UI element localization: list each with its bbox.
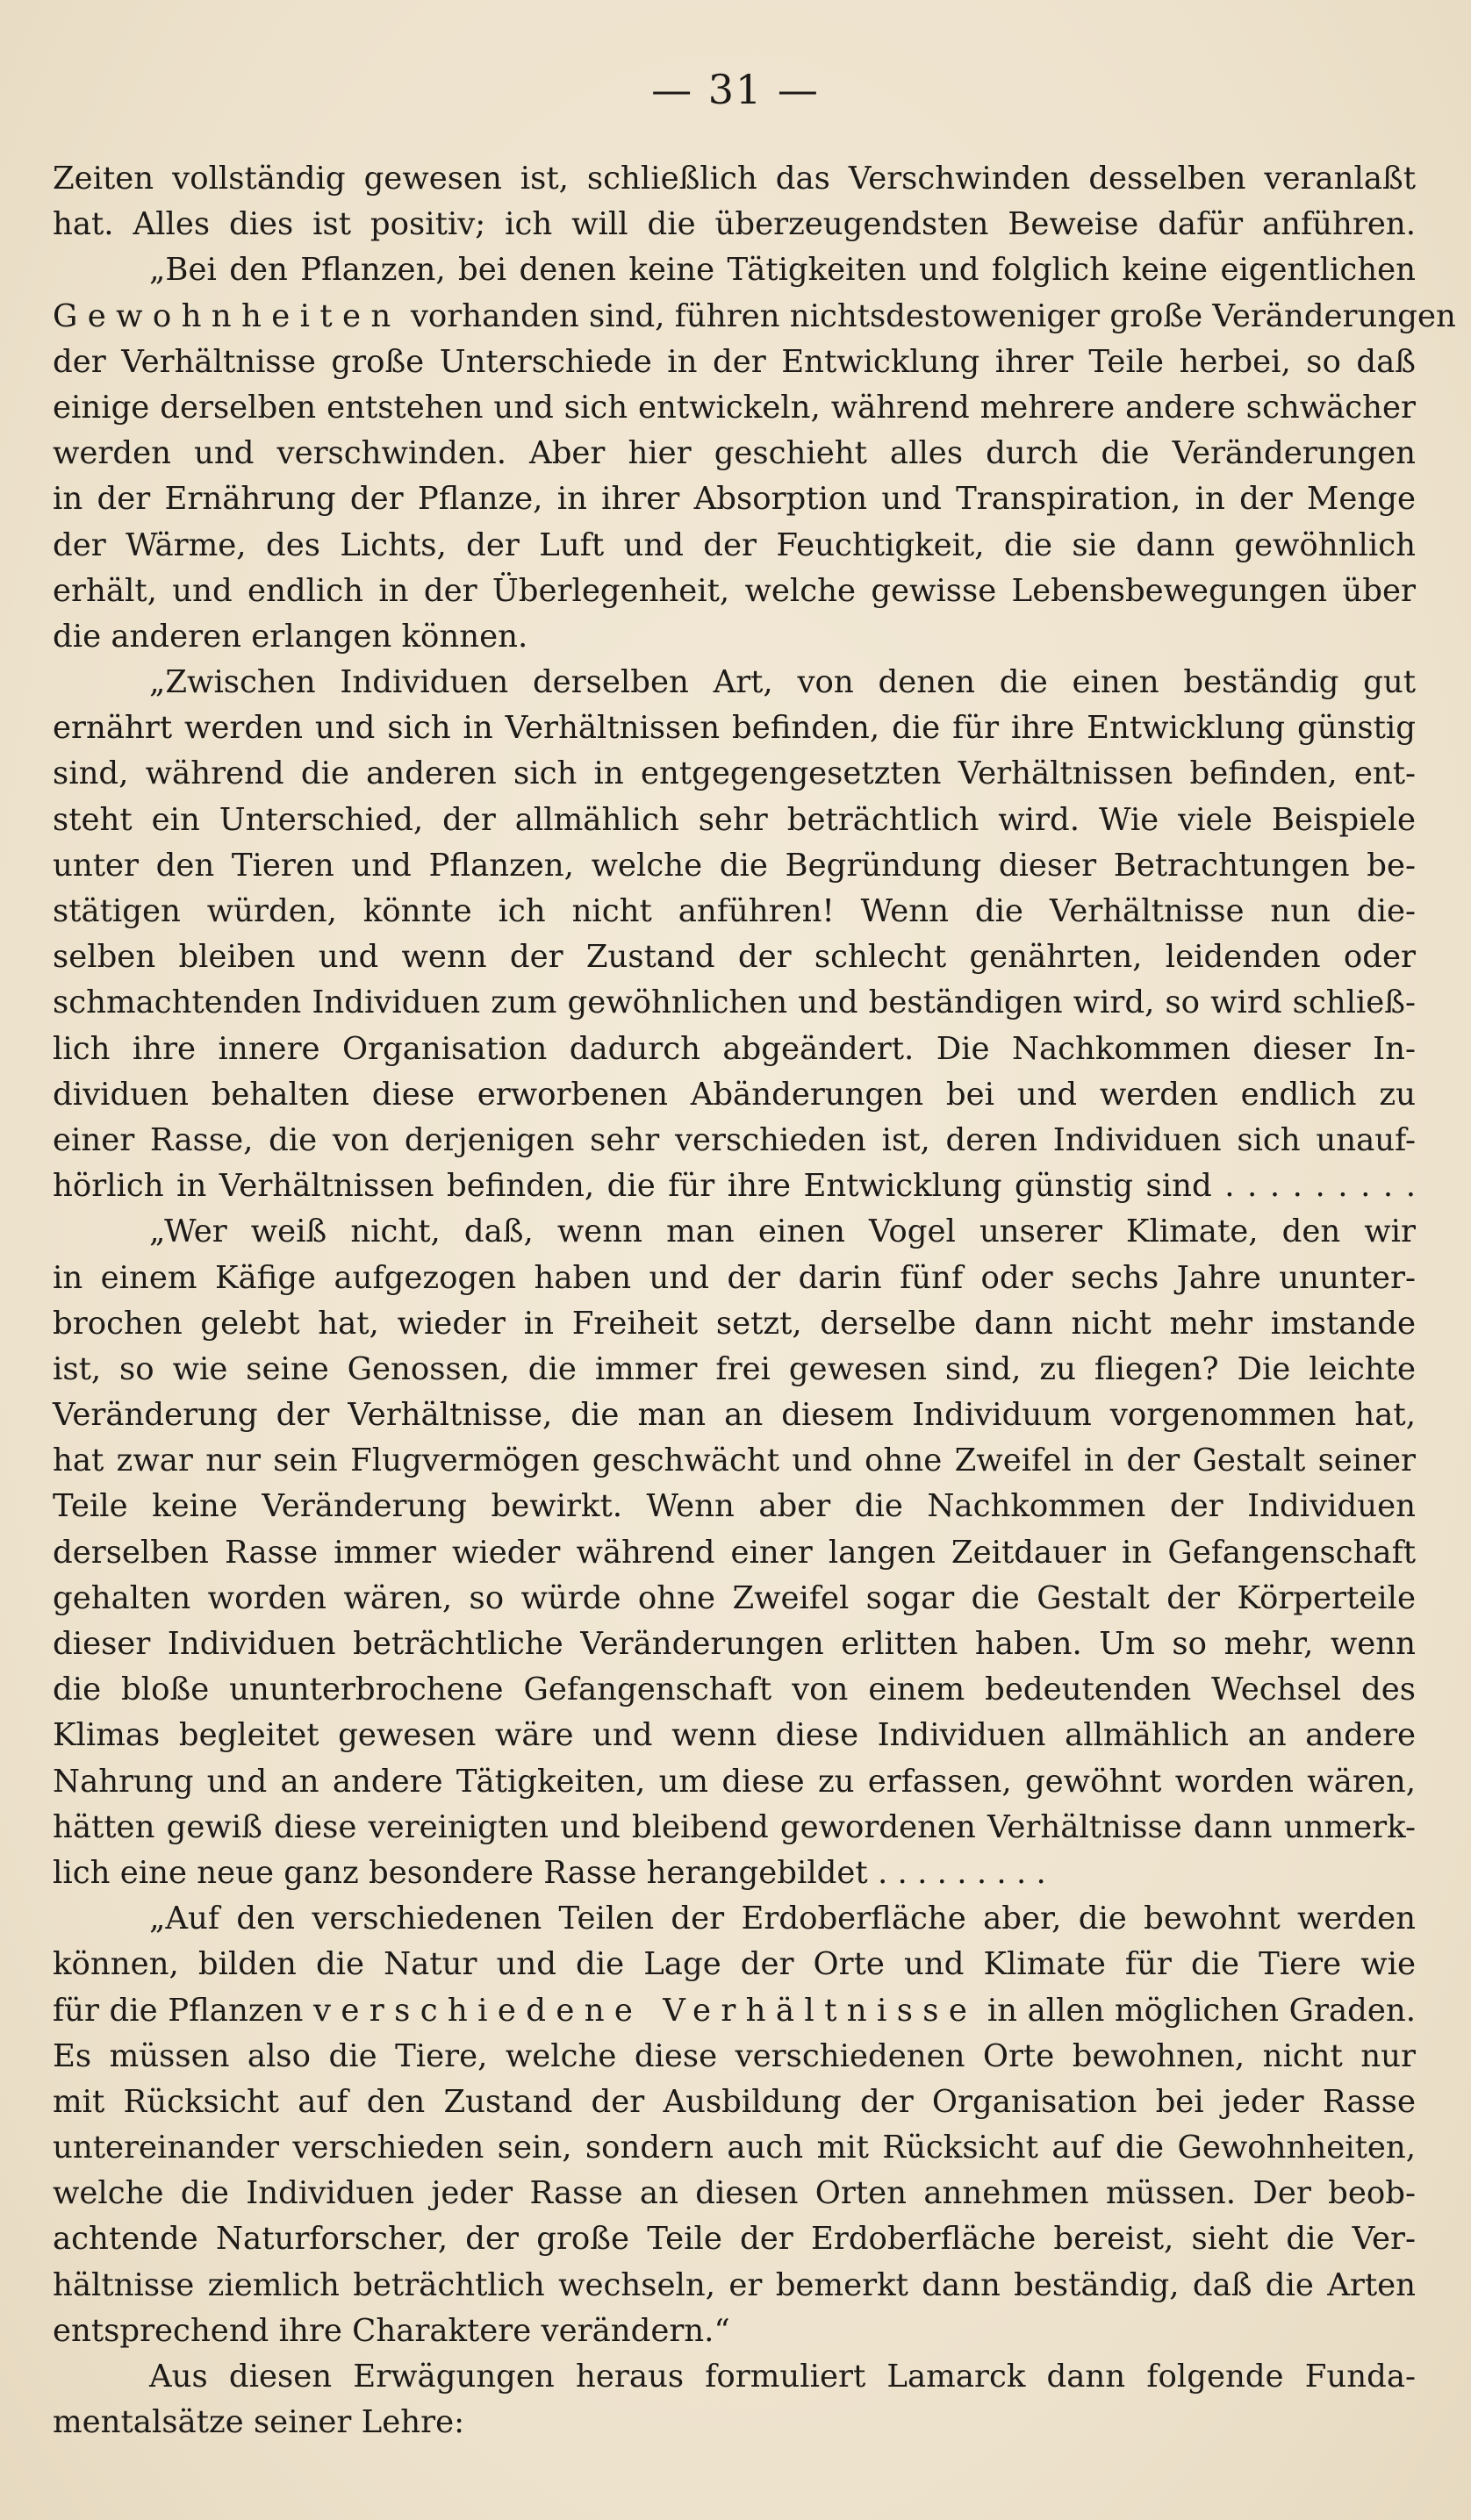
body-text [53,156,1456,2445]
text-line: achtende Naturforscher, der große Teile der Erdoberfläche bereist, sieht die Ver- [53,2221,1416,2258]
text-line: lich ihre innere Organisation dadurch abgeändert. Die Nachkommen dieser In- [53,1030,1416,1067]
text-line: hätten gewiß diese vereinigten und bleibend gewordenen Verhältnisse dann unmerk- [53,1808,1416,1845]
text-line: mit Rücksicht auf den Zustand der Ausbildung der Organisation bei jeder Rasse [53,2083,1416,2120]
text-line: können, bilden die Natur und die Lage der Orte und Klimate für die Tiere wie [53,1946,1416,1983]
text-line: gehalten worden wären, so würde ohne Zweifel sogar die Gestalt der Körperteile [53,1579,1416,1616]
paragraph-start-line: „Auf den verschiedenen Teilen der Erdoberfläche aber, die bewohnt werden [149,1901,1416,1937]
text-line: Zeiten vollständig gewesen ist, schließlich das Verschwinden desselben veranlaßt [53,161,1416,197]
text-line: Teile keine Veränderung bewirkt. Wenn aber die Nachkommen der Individuen [53,1488,1416,1525]
text-line: sind, während die anderen sich in entgegengesetzten Verhältnissen befinden, ent- [53,755,1416,792]
spaced-emphasis: Gewohnheiten [53,297,401,334]
text-line: Klimas begleitet gewesen wäre und wenn diese Individuen allmählich an andere [53,1717,1416,1754]
paragraph-start-line: Aus diesen Erwägungen heraus formuliert Lamarck dann folgende Funda- [149,2359,1416,2395]
paragraph-end-line: mentalsätze seiner Lehre: [53,2404,465,2441]
text-line: in der Ernährung der Pflanze, in ihrer Absorption und Transpiration, in der Menge [53,481,1416,518]
text-line: dieser Individuen beträchtliche Veränderungen erlitten haben. Um so mehr, wenn [53,1626,1416,1662]
paragraph-end-line: die anderen erlangen können. [53,618,528,655]
text-line: einige derselben entstehen und sich entwickeln, während mehrere andere schwächer [53,389,1416,426]
text-line: für die Pflanzen verschiedene Verhältnisse in allen möglichen Graden. [53,1992,1417,2029]
text-line: hältnisse ziemlich beträchtlich wechseln, er bemerkt dann beständig, daß die Arten [53,2266,1416,2303]
text-line: ernährt werden und sich in Verhältnissen befinden, die für ihre Entwicklung günstig [53,710,1416,747]
paragraph-start-line: „Bei den Pflanzen, bei denen keine Tätigkeiten und folglich keine eigentlichen [149,252,1416,289]
paragraph-end-line: lich eine neue ganz besondere Rasse herangebildet . . . . . . . . . [53,1854,1046,1891]
text-line: stätigen würden, könnte ich nicht anführen! Wenn die Verhältnisse nun die- [53,893,1416,929]
text-line: hat. Alles dies ist positiv; ich will die überzeugendsten Beweise dafür anführen. [53,206,1416,243]
spaced-emphasis: verschiedene Verhältnisse [313,1992,978,2029]
paragraph-end-line: entsprechend ihre Charaktere verändern.“ [53,2312,730,2349]
text-line: der Wärme, des Lichts, der Luft und der Feuchtigkeit, die sie dann gewöhnlich [53,526,1416,563]
text-line: Es müssen also die Tiere, welche diese verschiedenen Orte bewohnen, nicht nur [53,2037,1416,2074]
text-line: unter den Tieren und Pflanzen, welche die Begründung dieser Betrachtungen be- [53,847,1416,884]
paragraph-start-line: „Wer weiß nicht, daß, wenn man einen Vogel unserer Klimate, den wir [149,1213,1416,1250]
paragraph-start-line: „Zwischen Individuen derselben Art, von denen die einen beständig gut [149,664,1416,701]
text-line: selben bleiben und wenn der Zustand der schlecht genährten, leidenden oder [53,939,1416,976]
text-line: einer Rasse, die von derjenigen sehr verschieden ist, deren Individuen sich unauf- [53,1121,1416,1158]
text-line: die bloße ununterbrochene Gefangenschaft von einem bedeutenden Wechsel des [53,1672,1416,1708]
text-line: untereinander verschieden sein, sondern auch mit Rücksicht auf die Gewohnheiten, [53,2130,1416,2166]
text-line: welche die Individuen jeder Rasse an diesen Orten annehmen müssen. Der beob- [53,2175,1416,2212]
text-line: derselben Rasse immer wieder während einer langen Zeitdauer in Gefangenschaft [53,1534,1416,1571]
text-line: schmachtenden Individuen zum gewöhnlichen und beständigen wird, so wird schließ- [53,984,1416,1021]
text-line: Gewohnheiten vorhanden sind, führen nichtsdestoweniger große Veränderungen [53,297,1456,334]
text-line: der Verhältnisse große Unterschiede in der Entwicklung ihrer Teile herbei, so daß [53,343,1416,380]
page-number: — 31 — [651,66,820,113]
text-line: Veränderung der Verhältnisse, die man an diesem Individuum vorgenommen hat, [53,1397,1416,1434]
text-line: brochen gelebt hat, wieder in Freiheit setzt, derselbe dann nicht mehr imstande [53,1305,1416,1342]
text-line: hat zwar nur sein Flugvermögen geschwächt und ohne Zweifel in der Gestalt seiner [53,1443,1416,1479]
text-line: Nahrung und an andere Tätigkeiten, um diese zu erfassen, gewöhnt worden wären, [53,1763,1416,1800]
text-line: steht ein Unterschied, der allmählich sehr beträchtlich wird. Wie viele Beispiele [53,801,1416,838]
text-line: erhält, und endlich in der Überlegenheit, welche gewisse Lebensbewegungen über [53,572,1416,609]
text-line: ist, so wie seine Genossen, die immer frei gewesen sind, zu fliegen? Die leichte [53,1350,1416,1387]
text-line: in einem Käfige aufgezogen haben und der darin fünf oder sechs Jahre ununter- [53,1259,1416,1296]
text-line: werden und verschwinden. Aber hier geschieht alles durch die Veränderungen [53,435,1416,472]
text-line: hörlich in Verhältnissen befinden, die für ihre Entwicklung günstig sind . . . . . . . . . [53,1168,1416,1205]
text-line: dividuen behalten diese erworbenen Abänderungen bei und werden endlich zu [53,1076,1416,1113]
